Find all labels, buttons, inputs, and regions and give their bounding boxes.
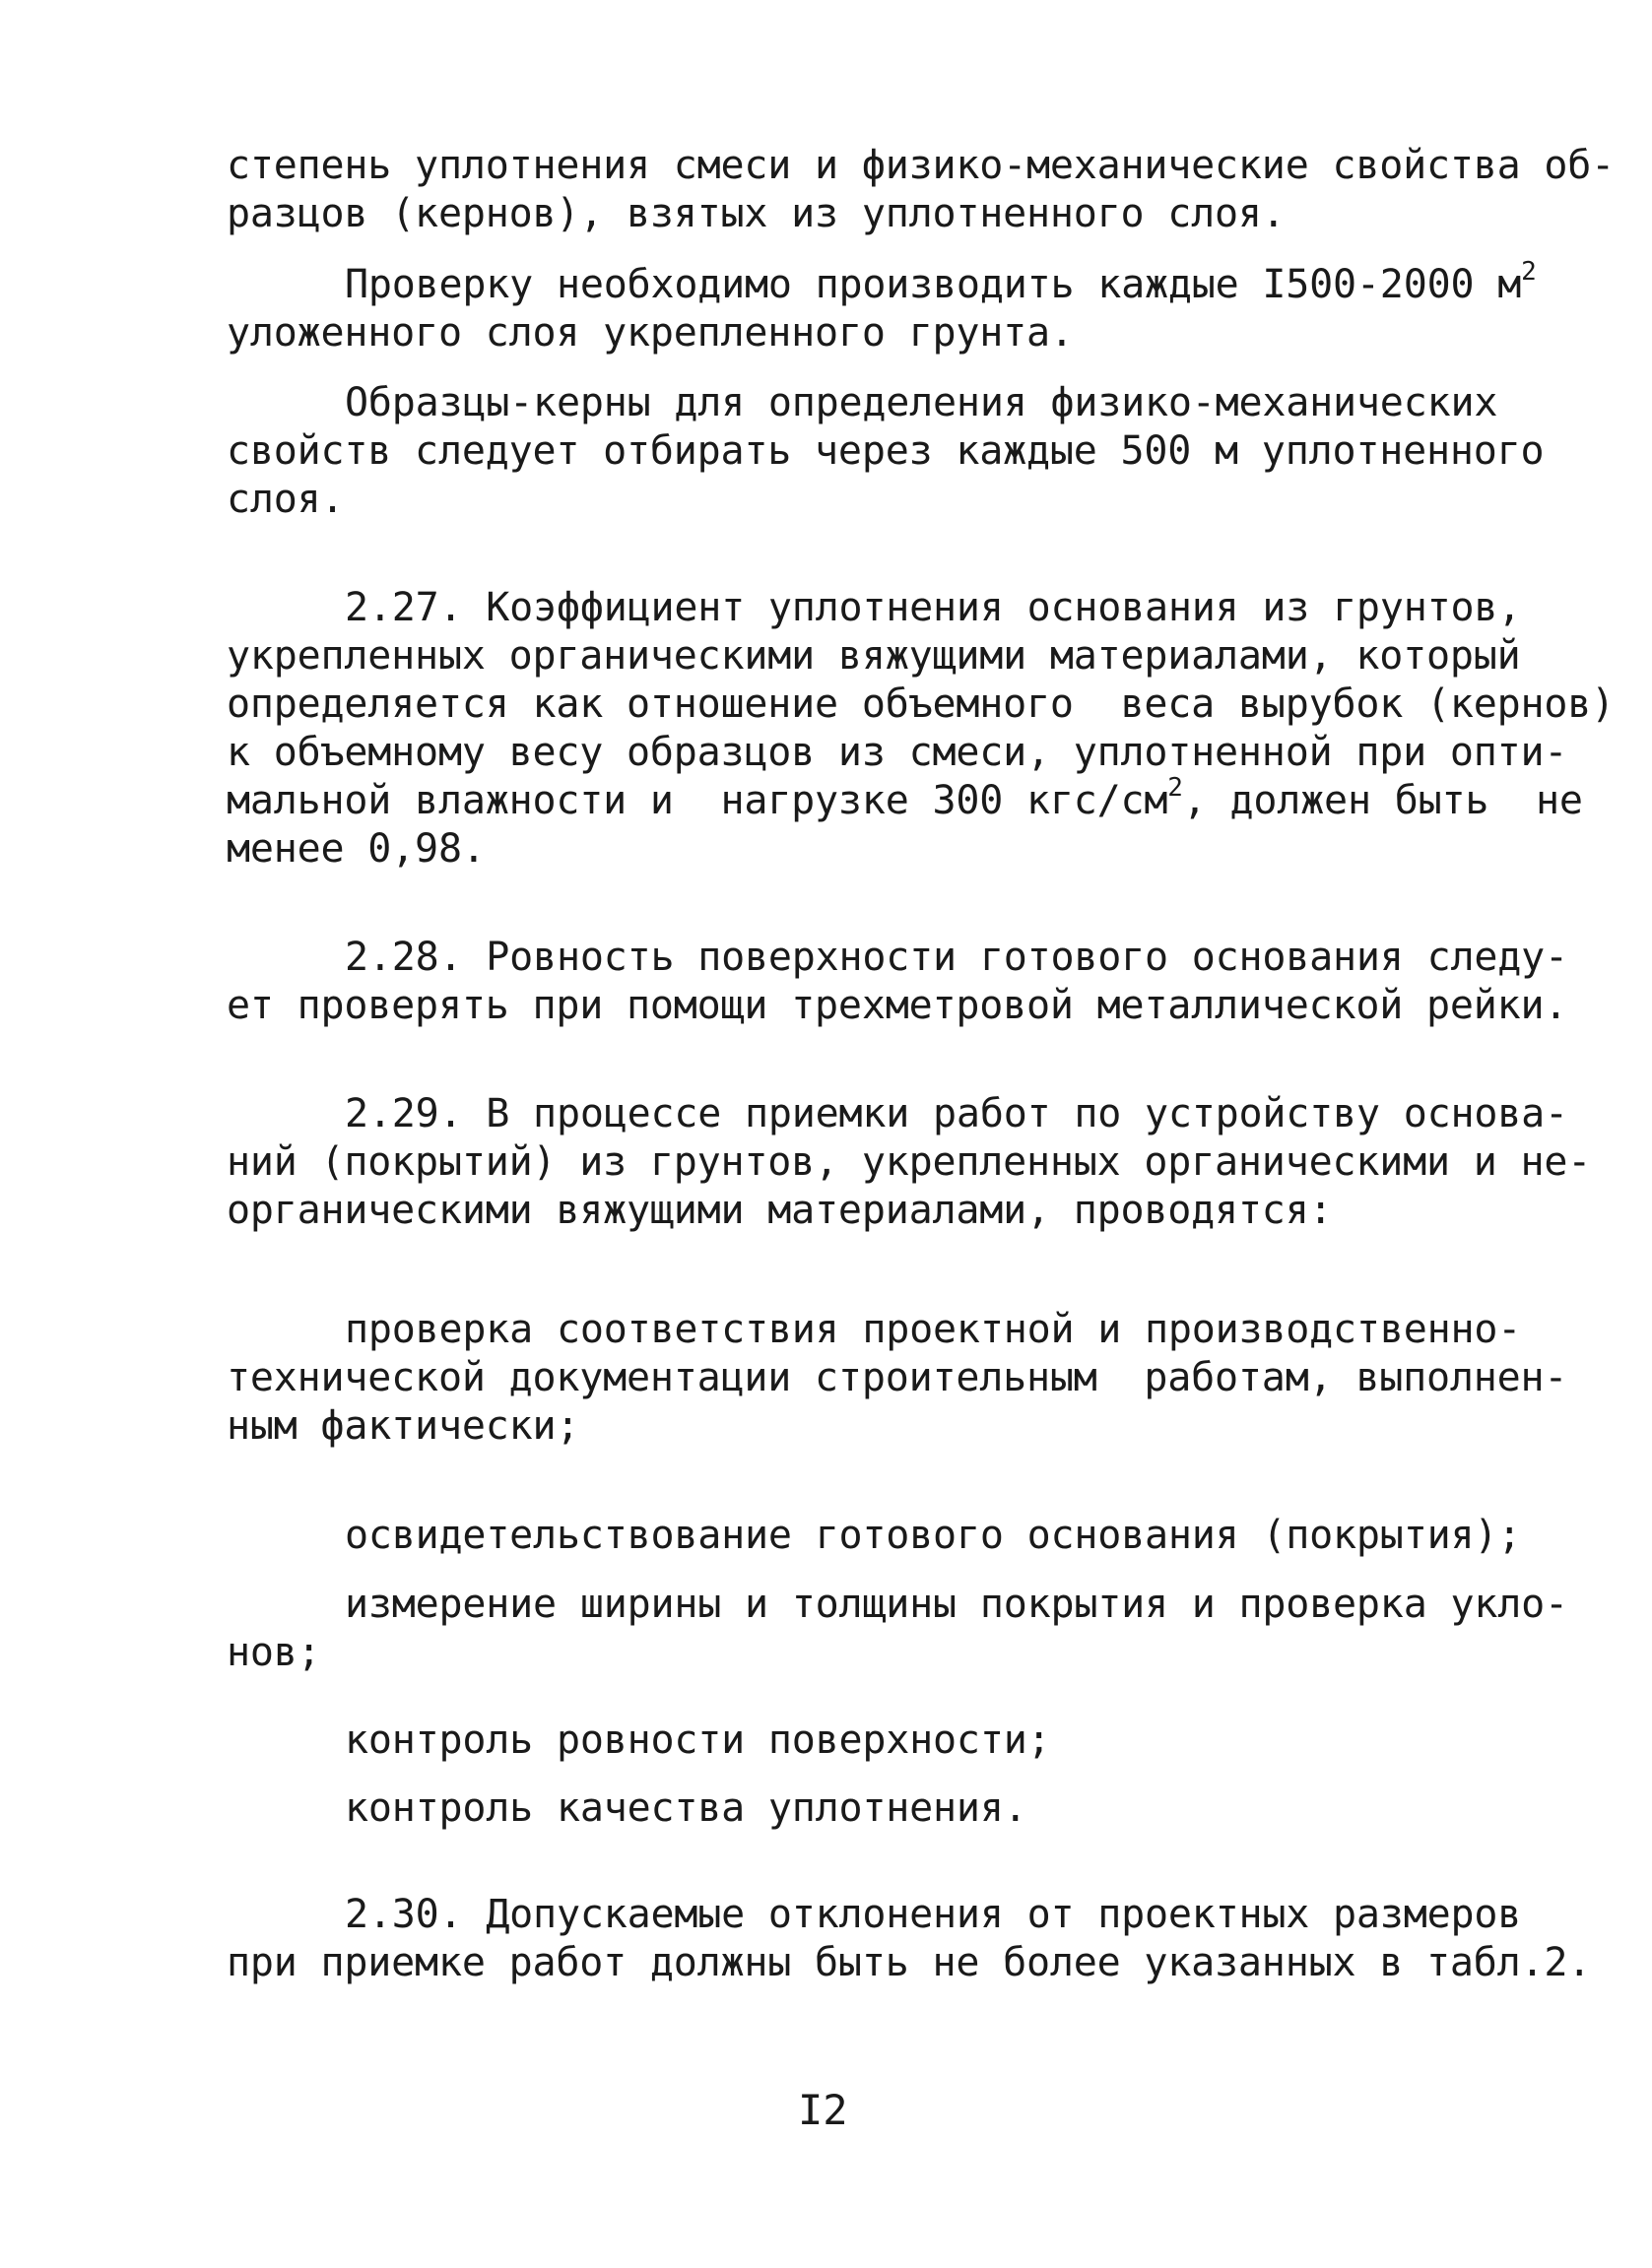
samples-line-2: свойств следует отбирать через каждые 500 м уплотненного bbox=[227, 428, 1545, 474]
item-check-docs-line-1: проверка соответствия проектной и производственно- bbox=[345, 1307, 1522, 1352]
superscript: 2 bbox=[1167, 773, 1183, 803]
p2-28-line-2: ет проверять при помощи трехметровой металлической рейки. bbox=[227, 983, 1568, 1028]
p2-28-line-1: 2.28. Ровность поверхности готового основания следу- bbox=[345, 935, 1568, 980]
samples-line-1: Образцы-керны для определения физико-механических bbox=[345, 380, 1498, 425]
p2-27-line-4: к объемному весу образцов из смеси, уплотненной при опти- bbox=[227, 730, 1568, 775]
p2-29-line-2: ний (покрытий) из грунтов, укрепленных органическими и не- bbox=[227, 1139, 1592, 1185]
item-surface-control: контроль ровности поверхности; bbox=[345, 1717, 1051, 1763]
p2-30-line-1: 2.30. Допускаемые отклонения от проектных размеров bbox=[345, 1892, 1522, 1937]
check-line-1 bbox=[345, 257, 1537, 308]
p2-27-line-2: укрепленных органическими вяжущими материалами, который bbox=[227, 633, 1521, 679]
superscript: 2 bbox=[1521, 257, 1537, 287]
intro-line-1: степень уплотнения смеси и физико-механические свойства об- bbox=[227, 143, 1616, 188]
p2-29-line-1: 2.29. В процессе приемки работ по устройству основа- bbox=[345, 1091, 1568, 1136]
check-line-1-text: Проверку необходимо производить каждые I500-2000 м bbox=[345, 262, 1522, 307]
item-compaction-control: контроль качества уплотнения. bbox=[345, 1785, 1027, 1831]
item-check-docs-line-2: технической документации строительным работам, выполнен- bbox=[227, 1355, 1568, 1400]
p2-27-line-1: 2.27. Коэффициент уплотнения основания из грунтов, bbox=[345, 585, 1522, 630]
samples-line-3: слоя. bbox=[227, 477, 345, 522]
item-measurement-line-1: измерение ширины и толщины покрытия и проверка укло- bbox=[345, 1582, 1568, 1627]
item-check-docs-line-3: ным фактически; bbox=[227, 1403, 580, 1449]
intro-line-2: разцов (кернов), взятых из уплотненного слоя. bbox=[227, 191, 1286, 236]
item-measurement-line-2: нов; bbox=[227, 1630, 321, 1675]
p2-27-line-5 bbox=[227, 773, 1583, 824]
check-line-2: уложенного слоя укрепленного грунта. bbox=[227, 310, 1074, 356]
item-inspection: освидетельствование готового основания (покрытия); bbox=[345, 1513, 1522, 1558]
p2-27-line-5-text: мальной влажности и нагрузке 300 кгс/см bbox=[227, 778, 1168, 823]
p2-27-line-5-tail: , должен быть не bbox=[1182, 778, 1583, 823]
p2-27-line-3: определяется как отношение объемного веса вырубок (кернов) bbox=[227, 681, 1616, 727]
page-number: I2 bbox=[798, 2086, 848, 2134]
p2-29-line-3: органическими вяжущими материалами, проводятся: bbox=[227, 1188, 1333, 1233]
p2-30-line-2: при приемке работ должны быть не более указанных в табл.2. bbox=[227, 1940, 1592, 1985]
p2-27-line-6: менее 0,98. bbox=[227, 826, 486, 872]
